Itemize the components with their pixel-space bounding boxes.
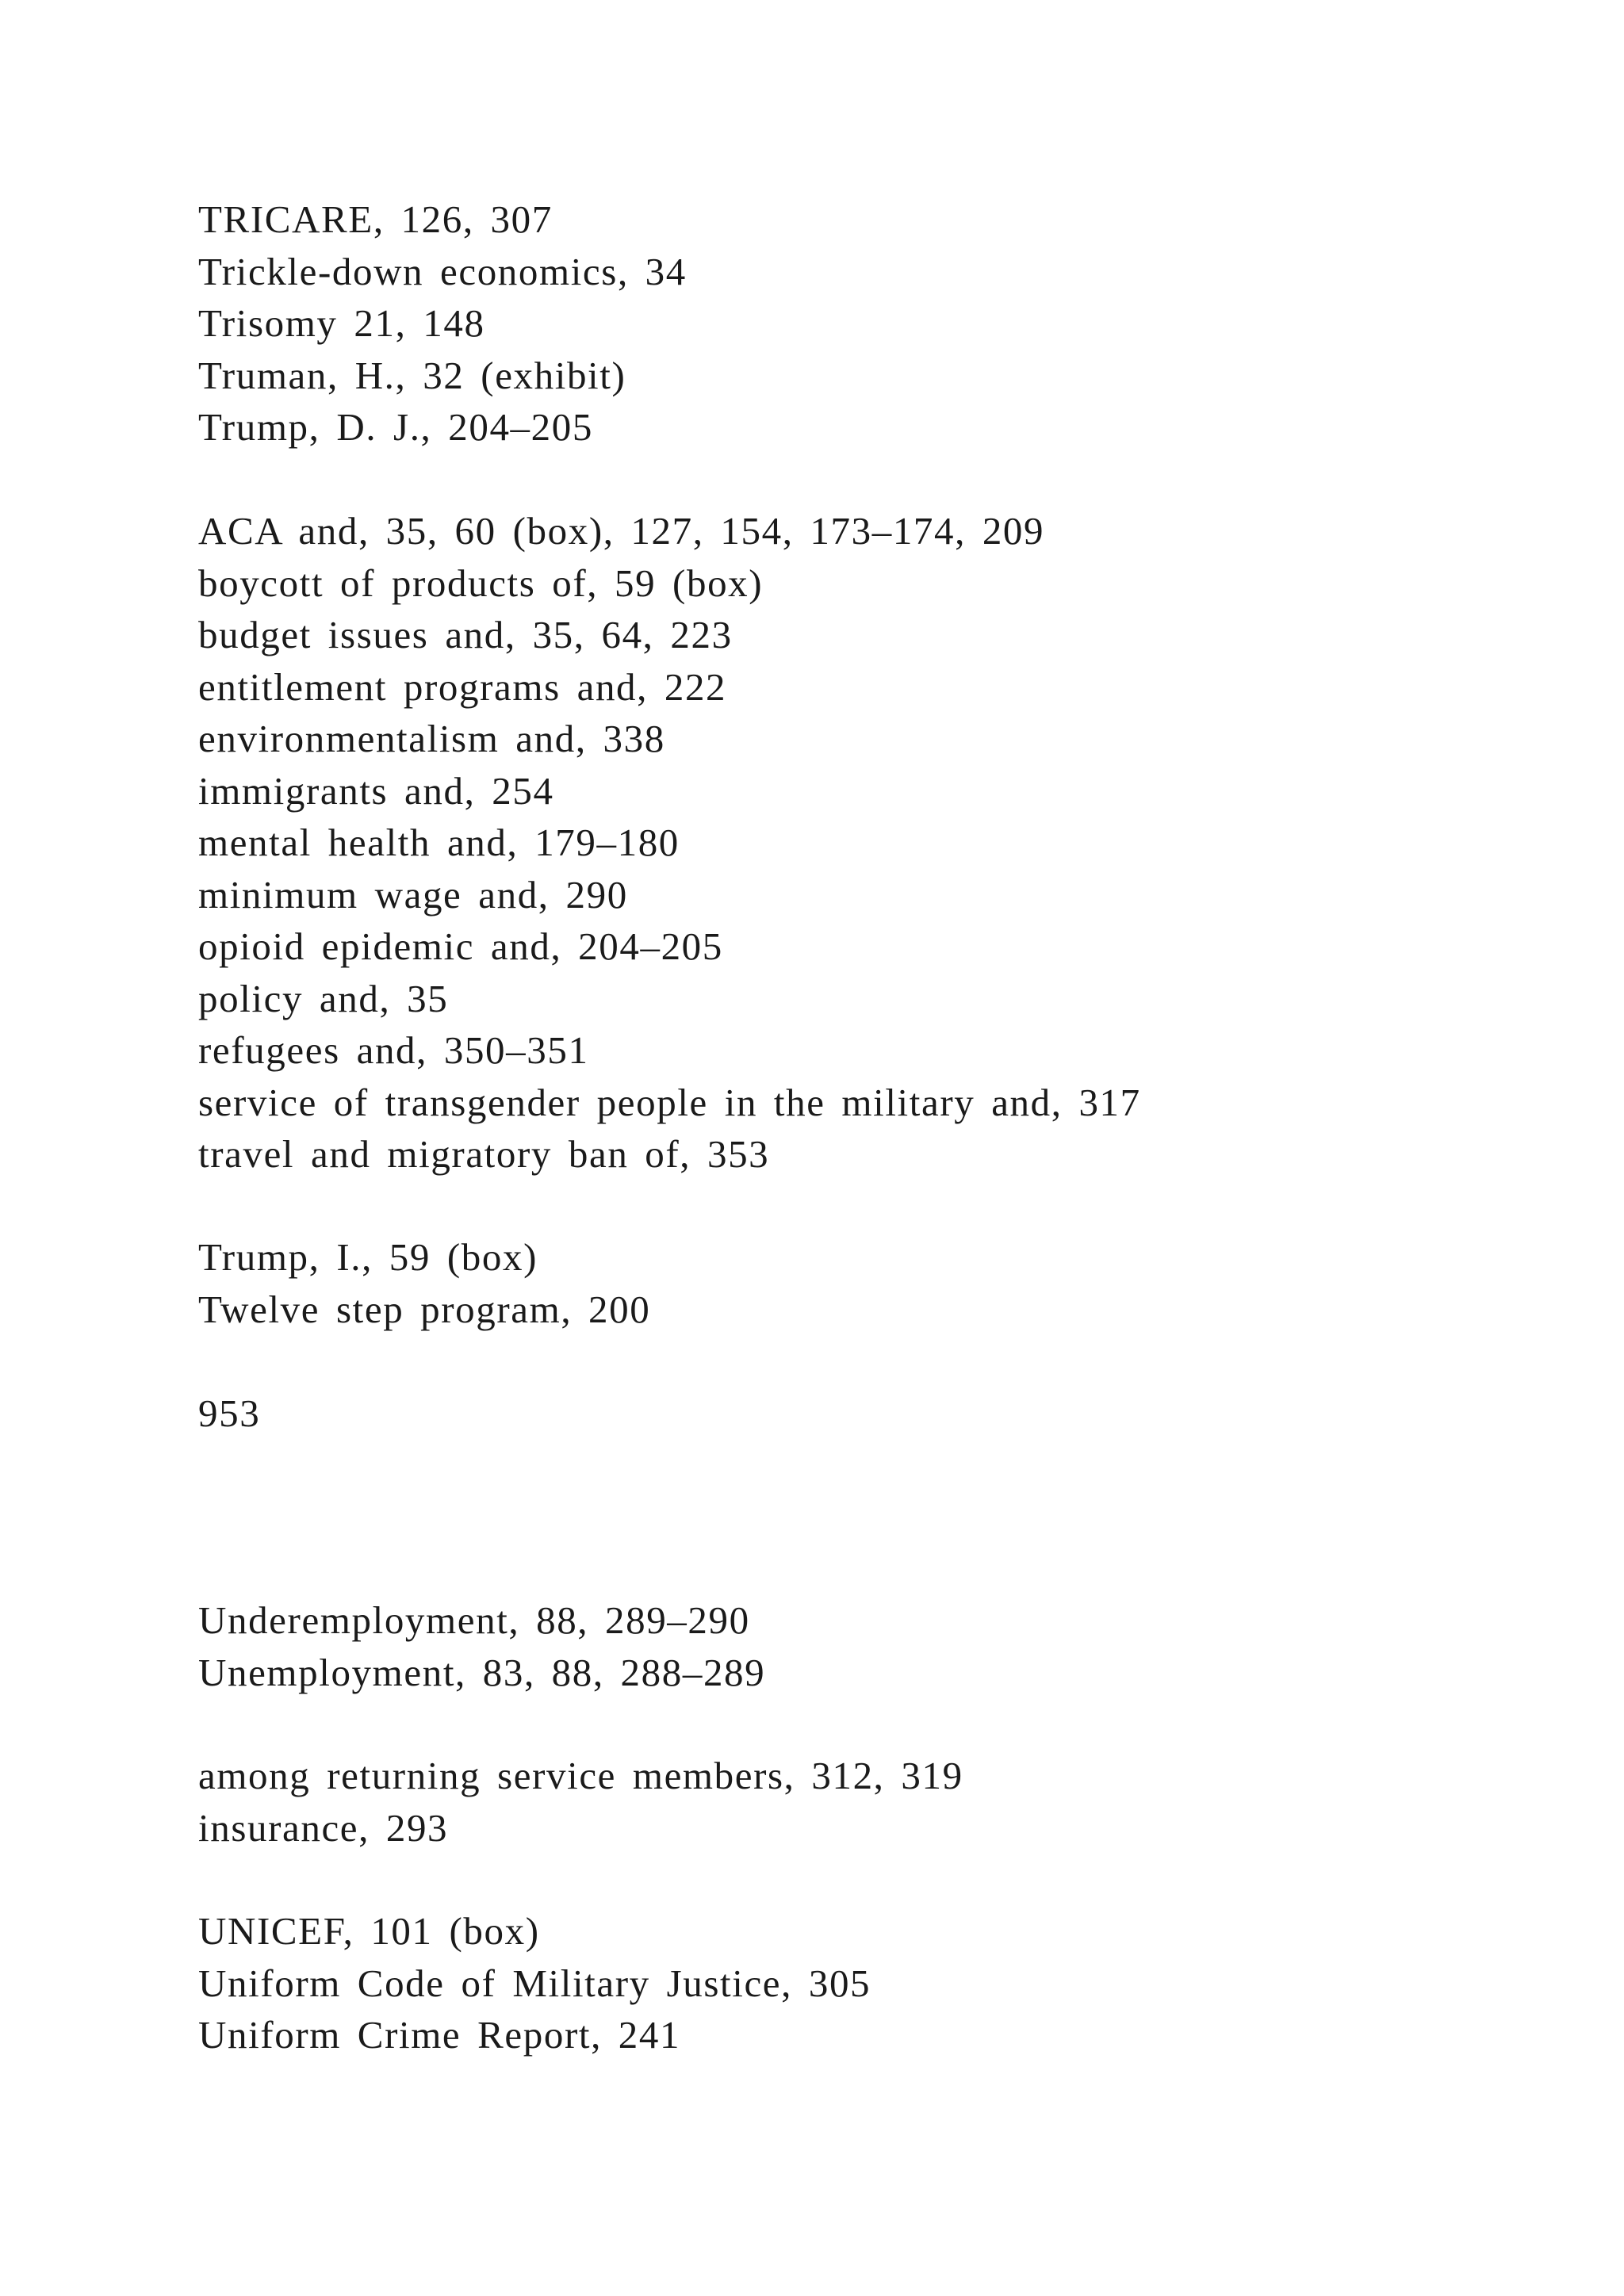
index-subentry: insurance, 293	[198, 1805, 449, 1850]
page-number: 953	[198, 1391, 261, 1435]
index-entry: Trickle-down economics, 34	[198, 249, 687, 293]
index-subentry: minimum wage and, 290	[198, 872, 628, 916]
index-group-employment	[198, 1594, 765, 1698]
index-subentry: environmentalism and, 338	[198, 717, 665, 760]
index-subentry: refugees and, 350–351	[198, 1028, 589, 1072]
index-subentries-unemployment	[198, 1750, 963, 1854]
index-subentry: mental health and, 179–180	[198, 821, 680, 864]
index-subentry: budget issues and, 35, 64, 223	[198, 613, 733, 656]
index-subentry: immigrants and, 254	[198, 768, 554, 813]
index-subentry: among returning service members, 312, 319	[198, 1754, 963, 1797]
index-subentries-trump	[198, 505, 1141, 1181]
index-subentry: travel and migratory ban of, 353	[198, 1132, 770, 1176]
index-subentry: policy and, 35	[198, 976, 449, 1020]
index-entry: Uniform Crime Report, 241	[198, 2013, 681, 2057]
index-subentry: boycott of products of, 59 (box)	[198, 561, 764, 605]
index-entry: Trisomy 21, 148	[198, 301, 485, 345]
index-group-tricare-trump	[198, 193, 687, 453]
index-subentry: service of transgender people in the military and, 317	[198, 1080, 1141, 1124]
index-entry: Twelve step program, 200	[198, 1287, 651, 1331]
index-entry: Trump, D. J., 204–205	[198, 405, 593, 449]
index-entry: TRICARE, 126, 307	[198, 197, 553, 241]
index-entry: Uniform Code of Military Justice, 305	[198, 1961, 871, 2005]
index-subentry: opioid epidemic and, 204–205	[198, 924, 723, 968]
index-group-unicef-uniform	[198, 1905, 871, 2061]
index-group-trump-twelve	[198, 1231, 650, 1335]
index-entry: Unemployment, 83, 88, 288–289	[198, 1650, 766, 1694]
page-number-block	[198, 1387, 260, 1440]
index-entry: Trump, I., 59 (box)	[198, 1235, 538, 1279]
index-entry: Truman, H., 32 (exhibit)	[198, 353, 626, 397]
index-subentry: entitlement programs and, 222	[198, 664, 727, 709]
index-entry: Underemployment, 88, 289–290	[198, 1598, 750, 1642]
index-subentry: ACA and, 35, 60 (box), 127, 154, 173–174, 209	[198, 509, 1045, 553]
index-entry: UNICEF, 101 (box)	[198, 1909, 540, 1953]
